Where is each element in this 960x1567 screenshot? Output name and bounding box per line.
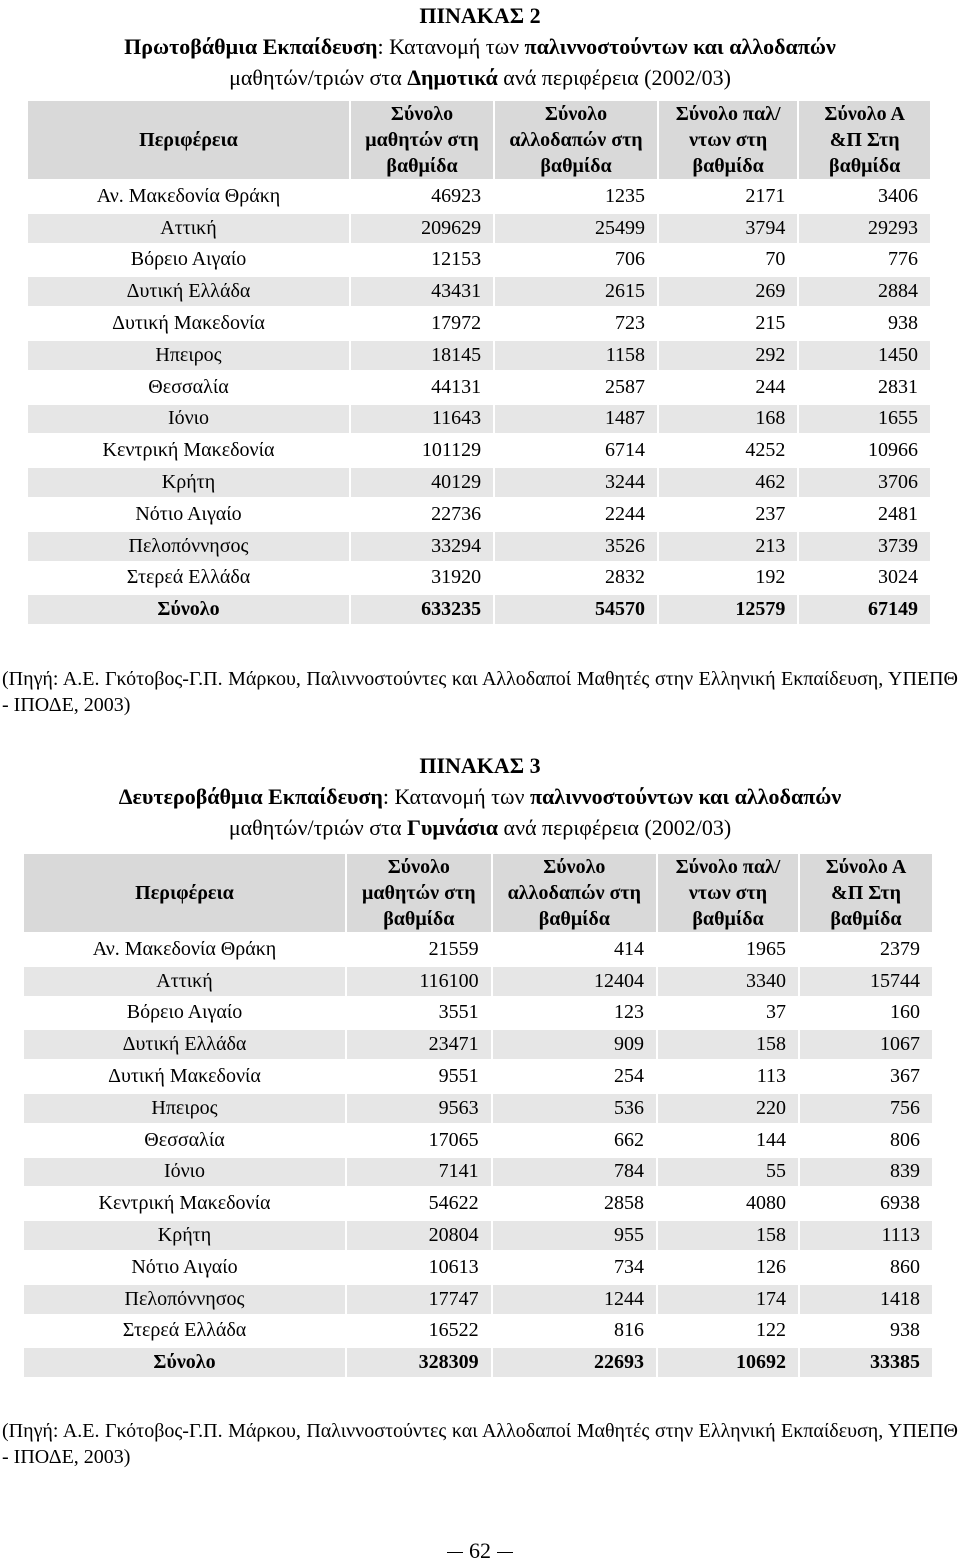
combined-cell: 938: [888, 312, 918, 335]
total-foreign-students-cell: 54570: [495, 595, 657, 624]
foreign-students-cell: 723: [614, 312, 645, 335]
repatriated-students-cell: 269: [659, 277, 797, 306]
foreign-students-cell: 816: [614, 1319, 645, 1342]
combined-cell: 756: [800, 1094, 932, 1123]
total-total-students-cell: 328309: [347, 1348, 491, 1377]
total-students-cell: 17065: [428, 1128, 479, 1151]
combined-cell: 3406: [878, 184, 918, 207]
table-3-subtitle: μαθητών/τριών στα Γυμνάσια ανά περιφέρεια (2002/03): [228, 815, 732, 840]
total-students-cell: 23471: [347, 1030, 491, 1059]
table-3-header-row: [24, 854, 932, 932]
table-row: [28, 309, 930, 338]
combined-cell: 6938: [880, 1192, 920, 1215]
combined-cell: 1113: [800, 1221, 932, 1250]
region-cell: Δυτική Ελλάδα: [28, 277, 349, 306]
total-students-cell: 46923: [431, 184, 482, 207]
combined-cell: 29293: [799, 214, 930, 243]
combined-cell: 2481: [878, 502, 918, 525]
table-2: [26, 98, 932, 627]
table-row: [24, 1062, 932, 1091]
repatriated-students-cell: 122: [756, 1319, 786, 1342]
foreign-students-cell: 955: [493, 1221, 656, 1250]
total-students-cell: 9551: [438, 1065, 479, 1088]
total-students-cell: 9563: [347, 1094, 491, 1123]
region-cell: Κεντρική Μακεδονία: [102, 439, 275, 462]
total-repatriated-students-cell: 10692: [658, 1348, 798, 1377]
foreign-students-cell: 3244: [495, 468, 657, 497]
total-total-students-cell: 633235: [351, 595, 493, 624]
total-students-cell: 40129: [351, 468, 493, 497]
region-cell: Νότιο Αιγαίο: [131, 1255, 238, 1278]
header-foreign-students: Σύνολο αλλοδαπών στη βαθμίδα: [495, 101, 657, 179]
table-2-subtitle: μαθητών/τριών στα Δημοτικά ανά περιφέρεια (2002/03): [229, 65, 731, 90]
table-row: [24, 1285, 932, 1314]
total-row: [28, 595, 930, 624]
total-students-cell: 16522: [428, 1319, 479, 1342]
total-students-cell: 33294: [351, 532, 493, 561]
foreign-students-cell: 25499: [495, 214, 657, 243]
table-3-label: ΠΙΝΑΚΑΣ 3: [419, 753, 541, 778]
repatriated-students-cell: 3794: [659, 214, 797, 243]
repatriated-students-cell: 237: [755, 502, 786, 525]
combined-cell: 2379: [880, 937, 920, 960]
table-3-heading: [0, 750, 960, 843]
region-cell: Δυτική Μακεδονία: [108, 1065, 261, 1088]
foreign-students-cell: 2858: [604, 1192, 645, 1215]
table-row: [28, 246, 930, 275]
foreign-students-cell: 784: [493, 1158, 656, 1187]
region-cell: Ηπειρος: [28, 341, 349, 370]
combined-cell: 776: [888, 248, 918, 271]
total-students-cell: 17747: [347, 1285, 491, 1314]
repatriated-students-cell: 37: [766, 1001, 786, 1024]
total-students-cell: 7141: [347, 1158, 491, 1187]
combined-cell: 839: [800, 1158, 932, 1187]
foreign-students-cell: 2587: [604, 375, 645, 398]
total-students-cell: 18145: [351, 341, 493, 370]
combined-cell: 938: [890, 1319, 920, 1342]
region-cell: Κρήτη: [24, 1221, 345, 1250]
region-cell: Κεντρική Μακεδονία: [98, 1192, 271, 1215]
region-cell: Στερεά Ελλάδα: [122, 1319, 247, 1342]
table-2-heading: [0, 0, 960, 93]
combined-cell: 160: [890, 1001, 920, 1024]
region-cell: Πελοπόννησος: [28, 532, 349, 561]
region-cell: Κρήτη: [28, 468, 349, 497]
repatriated-students-cell: 192: [755, 566, 786, 589]
total-combined-cell: 33385: [800, 1348, 932, 1377]
region-cell: Αν. Μακεδονία Θράκη: [96, 184, 281, 207]
table-3-source: (Πηγή: Α.Ε. Γκότοβος-Γ.Π. Μάρκου, Παλιννοστούντες και Αλλοδαποί Μαθητές στην Ελληνική Εκπαίδευση, ΥΠΕΠΘ - ΙΠΟΔΕ, 2003): [2, 1420, 958, 1468]
repatriated-students-cell: 70: [765, 248, 786, 271]
table-row: [24, 1094, 932, 1123]
region-cell: Βόρειο Αιγαίο: [130, 248, 247, 271]
repatriated-students-cell: 3340: [658, 967, 798, 996]
repatriated-students-cell: 462: [659, 468, 797, 497]
table-2-section: [0, 0, 960, 716]
repatriated-students-cell: 213: [659, 532, 797, 561]
combined-cell: 367: [890, 1065, 920, 1088]
table-row: [28, 341, 930, 370]
total-students-cell: 12153: [431, 248, 482, 271]
foreign-students-cell: 1487: [495, 405, 657, 434]
total-students-cell: 116100: [347, 967, 491, 996]
region-cell: Αττική: [28, 214, 349, 243]
repatriated-students-cell: 126: [756, 1255, 786, 1278]
combined-cell: 2831: [878, 375, 918, 398]
table-row: [24, 1317, 932, 1346]
table-row: [28, 468, 930, 497]
total-students-cell: 22736: [431, 502, 482, 525]
region-cell: Αττική: [24, 967, 345, 996]
repatriated-students-cell: 292: [659, 341, 797, 370]
foreign-students-cell: 414: [614, 937, 645, 960]
total-region-cell: Σύνολο: [24, 1348, 345, 1377]
table-3: [22, 851, 934, 1380]
repatriated-students-cell: 144: [756, 1128, 786, 1151]
foreign-students-cell: 2244: [604, 502, 645, 525]
header-total-students: Σύνολο μαθητών στη βαθμίδα: [351, 101, 493, 179]
table-row: [24, 1221, 932, 1250]
total-students-cell: 31920: [431, 566, 482, 589]
total-foreign-students-cell: 22693: [493, 1348, 656, 1377]
total-students-cell: 21559: [428, 937, 479, 960]
table-2-label: ΠΙΝΑΚΑΣ 2: [419, 3, 541, 28]
region-cell: Αν. Μακεδονία Θράκη: [92, 937, 277, 960]
combined-cell: 1450: [799, 341, 930, 370]
repatriated-students-cell: 215: [755, 312, 786, 335]
total-combined-cell: 67149: [799, 595, 930, 624]
total-students-cell: 54622: [428, 1192, 479, 1215]
region-cell: Βόρειο Αιγαίο: [126, 1001, 243, 1024]
foreign-students-cell: 1158: [495, 341, 657, 370]
repatriated-students-cell: 4252: [745, 439, 786, 462]
repatriated-students-cell: 244: [755, 375, 786, 398]
region-cell: Δυτική Ελλάδα: [24, 1030, 345, 1059]
foreign-students-cell: 254: [614, 1065, 645, 1088]
header-foreign-plus-repatriated: Σύνολο Α &Π Στη βαθμίδα: [800, 854, 932, 932]
table-row: [28, 214, 930, 243]
header-total-students: Σύνολο μαθητών στη βαθμίδα: [347, 854, 491, 932]
region-cell: Στερεά Ελλάδα: [126, 566, 251, 589]
table-row: [24, 1126, 932, 1155]
region-cell: Πελοπόννησος: [24, 1285, 345, 1314]
header-region: Περιφέρεια: [24, 854, 345, 932]
repatriated-students-cell: 4080: [746, 1192, 786, 1215]
combined-cell: 10966: [868, 439, 918, 462]
repatriated-students-cell: 113: [756, 1065, 786, 1088]
total-row: [24, 1348, 932, 1377]
foreign-students-cell: 3526: [495, 532, 657, 561]
total-students-cell: 101129: [421, 439, 482, 462]
foreign-students-cell: 12404: [493, 967, 656, 996]
combined-cell: 2884: [799, 277, 930, 306]
total-students-cell: 3551: [438, 1001, 479, 1024]
repatriated-students-cell: 2171: [745, 184, 786, 207]
combined-cell: 806: [890, 1128, 920, 1151]
combined-cell: 1418: [800, 1285, 932, 1314]
repatriated-students-cell: 168: [659, 405, 797, 434]
table-row: [28, 500, 930, 529]
repatriated-students-cell: 55: [658, 1158, 798, 1187]
region-cell: Θεσσαλία: [144, 1128, 225, 1151]
combined-cell: 15744: [800, 967, 932, 996]
table-3-title: Δευτεροβάθμια Εκπαίδευση: Κατανομή των παλιννοστούντων και αλλοδαπών: [118, 784, 842, 809]
header-foreign-plus-repatriated: Σύνολο Α &Π Στη βαθμίδα: [799, 101, 930, 179]
header-repatriated-students: Σύνολο παλ/ντων στη βαθμίδα: [658, 854, 798, 932]
table-2-source: (Πηγή: Α.Ε. Γκότοβος-Γ.Π. Μάρκου, Παλιννοστούντες και Αλλοδαποί Μαθητές στην Ελληνική Εκπαίδευση, ΥΠΕΠΘ - ΙΠΟΔΕ, 2003): [2, 668, 958, 716]
total-students-cell: 209629: [351, 214, 493, 243]
total-repatriated-students-cell: 12579: [659, 595, 797, 624]
region-cell: Θεσσαλία: [148, 375, 229, 398]
table-row: [24, 999, 932, 1028]
header-repatriated-students: Σύνολο παλ/ντων στη βαθμίδα: [659, 101, 797, 179]
table-row: [24, 1253, 932, 1282]
total-students-cell: 20804: [347, 1221, 491, 1250]
header-foreign-students: Σύνολο αλλοδαπών στη βαθμίδα: [493, 854, 656, 932]
combined-cell: 3706: [799, 468, 930, 497]
table-row: [24, 1158, 932, 1187]
foreign-students-cell: 706: [614, 248, 645, 271]
table-row: [24, 967, 932, 996]
region-cell: Νότιο Αιγαίο: [135, 502, 242, 525]
table-row: [28, 373, 930, 402]
table-2-title: Πρωτοβάθμια Εκπαίδευση: Κατανομή των παλιννοστούντων και αλλοδαπών: [124, 34, 836, 59]
table-row: [28, 436, 930, 465]
combined-cell: 3024: [878, 566, 918, 589]
table-row: [24, 1189, 932, 1218]
region-cell: Ιόνιο: [24, 1158, 345, 1187]
table-row: [24, 935, 932, 964]
table-row: [28, 277, 930, 306]
table-3-section: [0, 750, 960, 1468]
total-students-cell: 17972: [431, 312, 482, 335]
repatriated-students-cell: 174: [658, 1285, 798, 1314]
foreign-students-cell: 734: [614, 1255, 645, 1278]
foreign-students-cell: 909: [493, 1030, 656, 1059]
foreign-students-cell: 1235: [604, 184, 645, 207]
foreign-students-cell: 2832: [604, 566, 645, 589]
combined-cell: 1655: [799, 405, 930, 434]
repatriated-students-cell: 158: [658, 1221, 798, 1250]
total-students-cell: 44131: [431, 375, 482, 398]
region-cell: Ιόνιο: [28, 405, 349, 434]
repatriated-students-cell: 158: [658, 1030, 798, 1059]
combined-cell: 1067: [800, 1030, 932, 1059]
foreign-students-cell: 2615: [495, 277, 657, 306]
total-region-cell: Σύνολο: [28, 595, 349, 624]
header-region: Περιφέρεια: [28, 101, 349, 179]
page-number: 62: [0, 1538, 960, 1564]
foreign-students-cell: 6714: [604, 439, 645, 462]
foreign-students-cell: 662: [614, 1128, 645, 1151]
foreign-students-cell: 536: [493, 1094, 656, 1123]
total-students-cell: 11643: [351, 405, 493, 434]
table-row: [28, 564, 930, 593]
repatriated-students-cell: 1965: [746, 937, 786, 960]
region-cell: Δυτική Μακεδονία: [112, 312, 265, 335]
table-row: [28, 405, 930, 434]
foreign-students-cell: 1244: [493, 1285, 656, 1314]
total-students-cell: 10613: [428, 1255, 479, 1278]
table-2-header-row: [28, 101, 930, 179]
repatriated-students-cell: 220: [658, 1094, 798, 1123]
combined-cell: 3739: [799, 532, 930, 561]
combined-cell: 860: [890, 1255, 920, 1278]
foreign-students-cell: 123: [614, 1001, 645, 1024]
table-row: [28, 182, 930, 211]
table-row: [28, 532, 930, 561]
total-students-cell: 43431: [351, 277, 493, 306]
region-cell: Ηπειρος: [24, 1094, 345, 1123]
table-row: [24, 1030, 932, 1059]
